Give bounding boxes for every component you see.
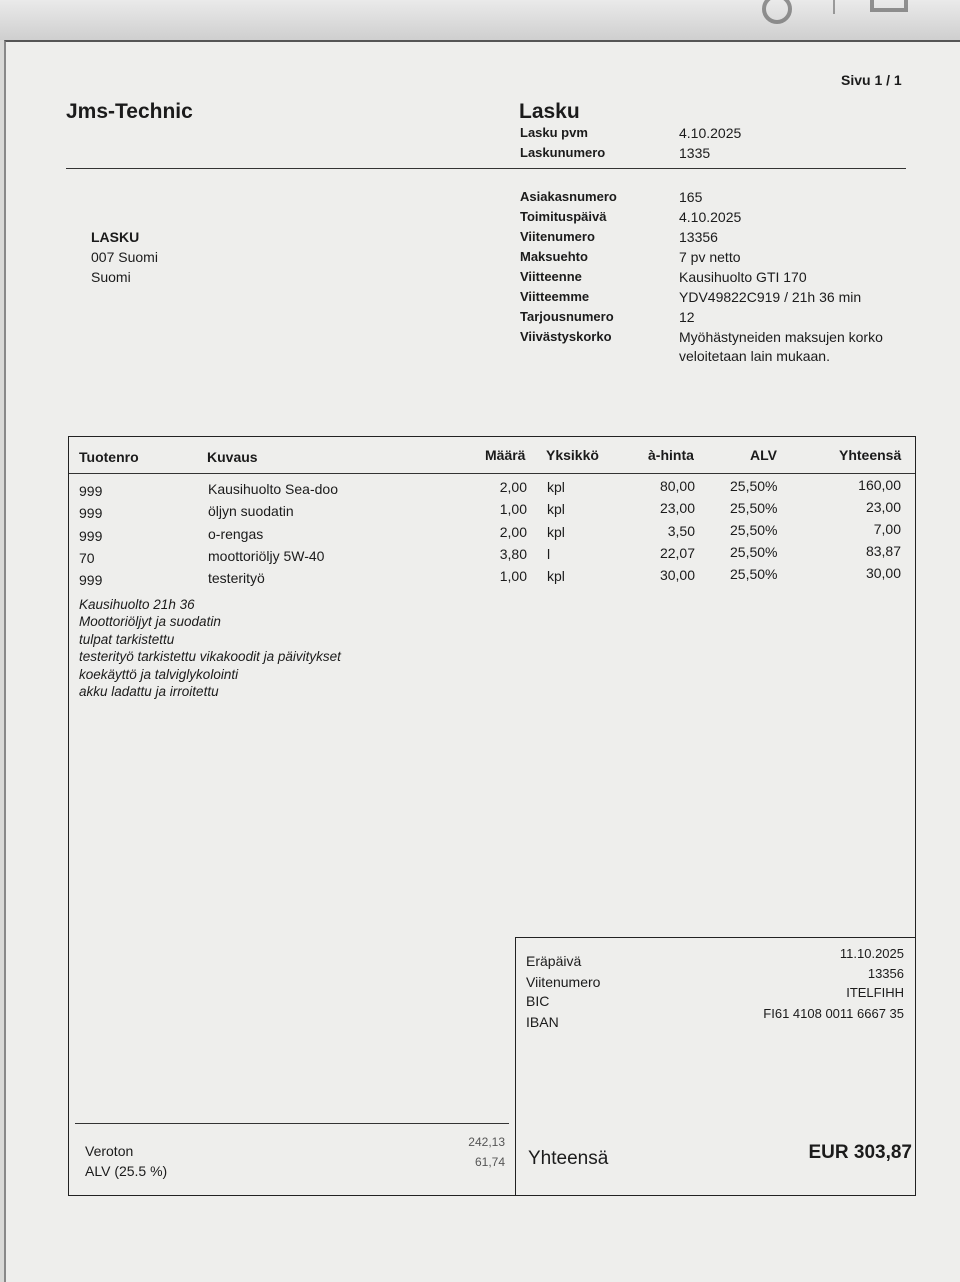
invoice-date-value: 4.10.2025 bbox=[679, 125, 742, 141]
row-2-total: 23,00 bbox=[865, 499, 901, 515]
row-5-unit-price: 30,00 bbox=[659, 567, 695, 583]
note-line-5: koekäyttö ja talviglykolointi bbox=[79, 667, 239, 682]
customer-number-label: Asiakasnumero bbox=[520, 189, 617, 204]
row-5-unit: kpl bbox=[547, 568, 565, 584]
payment-info-box bbox=[515, 937, 916, 1196]
customer-line-2: 007 Suomi bbox=[91, 249, 158, 265]
header-divider bbox=[66, 168, 906, 169]
screen-top-bar bbox=[0, 0, 960, 40]
items-table bbox=[68, 436, 916, 1196]
col-header-vat: ALV bbox=[750, 447, 777, 463]
row-1-unit: kpl bbox=[547, 479, 565, 495]
toolbar-divider bbox=[833, 0, 835, 14]
invoice-page bbox=[4, 40, 960, 1282]
row-2-quantity: 1,00 bbox=[499, 501, 527, 517]
row-1-quantity: 2,00 bbox=[499, 479, 527, 495]
row-4-quantity: 3,80 bbox=[499, 546, 527, 562]
iban-value: FI61 4108 0011 6667 35 bbox=[763, 1006, 904, 1021]
row-4-description: moottoriöljy 5W-40 bbox=[208, 548, 325, 564]
row-5-quantity: 1,00 bbox=[499, 568, 527, 584]
row-1-description: Kausihuolto Sea-doo bbox=[208, 481, 338, 497]
col-header-product-number: Tuotenro bbox=[79, 449, 139, 465]
reference-number-value: 13356 bbox=[679, 229, 718, 245]
note-line-3: tulpat tarkistettu bbox=[79, 632, 175, 647]
late-interest-value: Myöhästyneiden maksujen korko bbox=[679, 329, 883, 345]
customer-line-3: Suomi bbox=[91, 269, 131, 285]
customer-line-1: LASKU bbox=[91, 229, 140, 245]
document-title: Lasku bbox=[519, 100, 580, 123]
customer-number-value: 165 bbox=[679, 189, 703, 205]
table-header-divider bbox=[69, 473, 915, 474]
search-icon[interactable] bbox=[762, 0, 792, 24]
grand-total-value: EUR 303,87 bbox=[808, 1142, 912, 1163]
row-5-description: testerityö bbox=[208, 570, 265, 586]
vat-amount-value: 61,74 bbox=[474, 1155, 505, 1169]
note-line-1: Kausihuolto 21h 36 bbox=[79, 597, 195, 612]
payment-reference-label: Viitenumero bbox=[526, 974, 601, 990]
row-3-description: o-rengas bbox=[208, 526, 264, 542]
bic-value: ITELFIHH bbox=[846, 985, 904, 1000]
your-reference-value: Kausihuolto GTI 170 bbox=[679, 269, 807, 285]
grand-total-label: Yhteensä bbox=[528, 1148, 609, 1169]
net-amount-value: 242,13 bbox=[468, 1135, 505, 1149]
col-header-unit-price: à-hinta bbox=[648, 447, 694, 463]
row-4-unit-price: 22,07 bbox=[659, 545, 695, 561]
invoice-date-label: Lasku pvm bbox=[520, 125, 588, 140]
row-5-total: 30,00 bbox=[865, 565, 901, 581]
note-line-2: Moottoriöljyt ja suodatin bbox=[79, 614, 221, 629]
row-2-description: öljyn suodatin bbox=[208, 503, 294, 519]
col-header-description: Kuvaus bbox=[207, 449, 258, 465]
col-header-total: Yhteensä bbox=[839, 447, 902, 463]
row-3-quantity: 2,00 bbox=[499, 524, 527, 540]
row-4-total: 83,87 bbox=[865, 543, 901, 559]
net-amount-label: Veroton bbox=[85, 1143, 134, 1159]
row-3-vat: 25,50% bbox=[730, 522, 778, 538]
row-4-unit: l bbox=[547, 546, 551, 562]
due-date-value: 11.10.2025 bbox=[839, 946, 904, 961]
row-2-vat: 25,50% bbox=[730, 500, 778, 516]
print-icon[interactable] bbox=[870, 0, 908, 12]
row-3-total: 7,00 bbox=[873, 521, 901, 537]
row-5-product-number: 999 bbox=[79, 572, 103, 588]
reference-number-label: Viitenumero bbox=[520, 229, 595, 244]
delivery-date-value: 4.10.2025 bbox=[679, 209, 742, 225]
payment-terms-value: 7 pv netto bbox=[679, 249, 741, 265]
invoice-number-value: 1335 bbox=[679, 145, 711, 161]
late-interest-value-line2: veloitetaan lain mukaan. bbox=[679, 348, 830, 364]
payment-reference-value: 13356 bbox=[867, 966, 904, 981]
row-5-vat: 25,50% bbox=[730, 566, 778, 582]
col-header-quantity: Määrä bbox=[485, 447, 526, 463]
bic-label: BIC bbox=[526, 993, 550, 1009]
row-4-product-number: 70 bbox=[79, 550, 95, 566]
company-name: Jms-Technic bbox=[66, 100, 193, 123]
invoice-number-label: Laskunumero bbox=[520, 145, 606, 160]
row-2-product-number: 999 bbox=[79, 505, 103, 521]
row-4-vat: 25,50% bbox=[730, 544, 778, 560]
vat-amount-label: ALV (25.5 %) bbox=[85, 1163, 168, 1179]
row-2-unit-price: 23,00 bbox=[659, 500, 695, 516]
due-date-label: Eräpäivä bbox=[526, 953, 582, 969]
row-3-unit: kpl bbox=[547, 524, 565, 540]
summary-divider bbox=[75, 1123, 509, 1124]
row-1-product-number: 999 bbox=[79, 483, 103, 499]
note-line-4: testerityö tarkistettu vikakoodit ja päivitykset bbox=[79, 649, 341, 664]
iban-label: IBAN bbox=[526, 1014, 559, 1030]
row-3-unit-price: 3,50 bbox=[667, 523, 695, 539]
row-2-unit: kpl bbox=[547, 501, 565, 517]
row-1-total: 160,00 bbox=[858, 477, 901, 493]
offer-number-value: 12 bbox=[679, 309, 695, 325]
payment-terms-label: Maksuehto bbox=[520, 249, 588, 264]
our-reference-value: YDV49822C919 / 21h 36 min bbox=[679, 289, 862, 305]
your-reference-label: Viitteenne bbox=[520, 269, 582, 284]
page-number: Sivu 1 / 1 bbox=[841, 72, 902, 88]
delivery-date-label: Toimituspäivä bbox=[520, 209, 607, 224]
our-reference-label: Viitteemme bbox=[520, 289, 590, 304]
row-1-unit-price: 80,00 bbox=[659, 478, 695, 494]
row-1-vat: 25,50% bbox=[730, 478, 778, 494]
row-3-product-number: 999 bbox=[79, 528, 103, 544]
late-interest-label: Viivästyskorko bbox=[520, 329, 612, 344]
col-header-unit: Yksikkö bbox=[546, 447, 599, 463]
note-line-6: akku ladattu ja irroitettu bbox=[79, 684, 219, 699]
offer-number-label: Tarjousnumero bbox=[520, 309, 614, 324]
